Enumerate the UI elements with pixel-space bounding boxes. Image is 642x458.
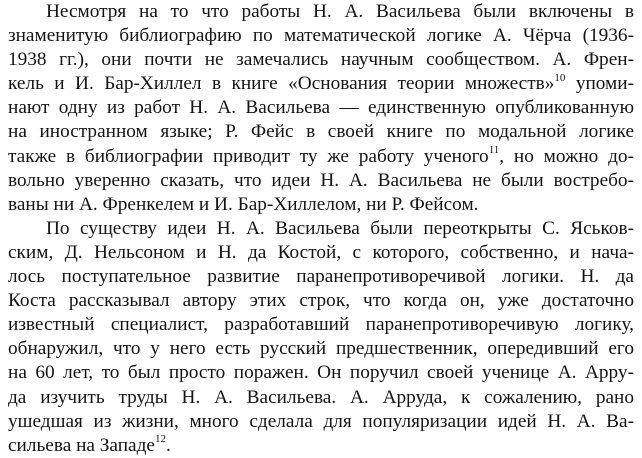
footnote-ref-11: 11: [488, 144, 500, 157]
text-line: знаменитую библиографию по математической логике А. Чёрча (1936-: [8, 25, 634, 47]
line-text: .: [165, 434, 171, 456]
line-text: сильева на Западе: [8, 434, 155, 456]
line-text: также в библиографии приводит ту же работу ученого: [8, 145, 489, 167]
text-line: По существу идеи Н. А. Васильева были переоткрыты С. Яськов-: [46, 217, 634, 239]
paragraph-1: [8, 0, 634, 217]
line-text: , но можно до-: [499, 145, 634, 167]
footnote-ref-10: 10: [554, 71, 566, 84]
text-line: на иностранном языке; Р. Фейс в своей книге по модальной логике: [8, 121, 634, 143]
text-line: ушедшая из жизни, много сделала для популяризации идей Н. А. Ва-: [8, 410, 634, 432]
text-line: Несмотря на то что работы Н. А. Васильева были включены в: [46, 1, 634, 22]
line-text: кель и И. Бар-Хиллел в книге «Основания теории множеств»: [8, 73, 555, 95]
text-line: ским, Д. Нельсоном и Н. да Костой, с которого, собственно, и нача-: [8, 241, 634, 263]
text-line: нают одну из работ Н. А. Васильева — единственную опубликованную: [8, 97, 634, 119]
text-line: ваны ни А. Френкелем и И. Бар-Хиллелом, ни Р. Фейсом.: [8, 193, 479, 215]
footnote-ref-12: 12: [154, 433, 166, 446]
paragraph-2: [8, 217, 634, 458]
line-text: упоми-: [565, 73, 635, 95]
text-line: 1938 гг.), они почти не замечались научным сообществом. А. Френ-: [8, 49, 634, 71]
text-line: да изучить труды Н. А. Васильева. А. Арруда, к сожалению, рано: [8, 386, 634, 408]
text-line: известный специалист, разработавший паранепротиворечивую логику,: [8, 314, 634, 336]
text-line: [8, 72, 634, 96]
text-line: лось поступательное развитие паранепротиворечивой логики. Н. да: [8, 266, 634, 288]
text-line: на 60 лет, то был просто поражен. Он поручил своей ученице А. Арру-: [8, 362, 634, 384]
text-line: вольно уверенно сказать, что идеи Н. А. Васильева не были востребо-: [8, 169, 634, 191]
text-line: обнаружил, что у него есть русский предшественник, опередивший его: [8, 338, 634, 360]
text-line: [8, 145, 634, 169]
text-line: Коста рассказывал автору этих строк, что когда он, уже достаточно: [8, 290, 634, 312]
text-line: [8, 434, 634, 458]
